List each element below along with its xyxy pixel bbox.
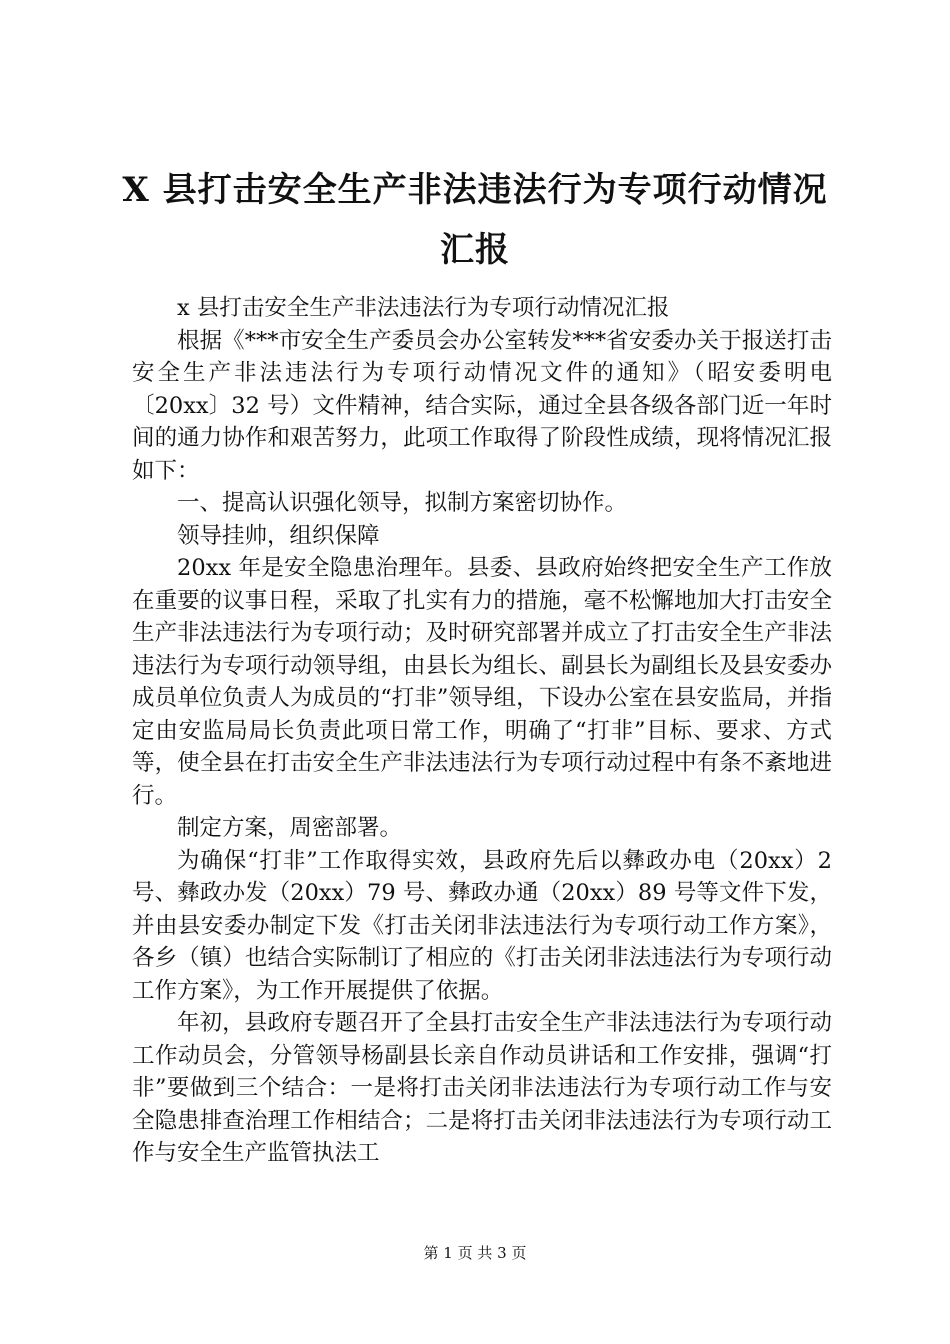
document-body bbox=[132, 292, 832, 1170]
paragraph: x 县打击安全生产非法违法行为专项行动情况汇报 bbox=[177, 295, 670, 321]
subsection-heading: 制定方案，周密部署。 bbox=[177, 815, 403, 841]
subsection-heading: 领导挂帅，组织保障 bbox=[177, 522, 380, 549]
page-footer: 第 1 页 共 3 页 bbox=[423, 1244, 527, 1262]
paragraph: 20xx 年是安全隐患治理年。县委、县政府始终把安全生产工作放在重要的议事日程，采取了扎实有力的措施，毫不松懈地加大打击安全生产非法违法行为专项行动；及时研究部署并成立了打击安全生产非法违法行为专项行动领导组，由县长为组长、副县长为副组长及县安委办成员单位负责人为成员的“打非”领导组，下设办公室在县安监局，并指定由安监局局长负责此项日常工作，明确了“打非”目标、要求、方式等，使全县在打击安全生产非法违法行为专项行动过程中有条不紊地进行。 bbox=[132, 555, 832, 809]
paragraph: 年初，县政府专题召开了全县打击安全生产非法违法行为专项行动工作动员会，分管领导杨副县长亲自作动员讲话和工作安排，强调“打非”要做到三个结合：一是将打击关闭非法违法行为专项行动工作与安全隐患排查治理工作相结合；二是将打击关闭非法违法行为专项行动工作与安全生产监管执法工 bbox=[132, 1010, 832, 1166]
document-title: X 县打击安全生产非法违法行为专项行动情况汇报 bbox=[122, 170, 828, 270]
paragraph: 根据《***市安全生产委员会办公室转发***省安委办关于报送打击安全生产非法违法行为专项行动情况文件的通知》（昭安委明电〔20xx〕32 号）文件精神，结合实际，通过全县各级各部门近一年时间的通力协作和艰苦努力，此项工作取得了阶段性成绩，现将情况汇报如下： bbox=[132, 327, 832, 484]
paragraph: 为确保“打非”工作取得实效，县政府先后以彝政办电（20xx）2 号、彝政办发（20xx）79 号、彝政办通（20xx）89 号等文件下发，并由县安委办制定下发《打击关闭非法违法行为专项行动工作方案》，各乡（镇）也结合实际制订了相应的《打击关闭非法违法行为专项行动工作方案》，为工作开展提供了依据。 bbox=[132, 847, 832, 1004]
section-heading: 一、提高认识强化领导，拟制方案密切协作。 bbox=[177, 490, 628, 516]
